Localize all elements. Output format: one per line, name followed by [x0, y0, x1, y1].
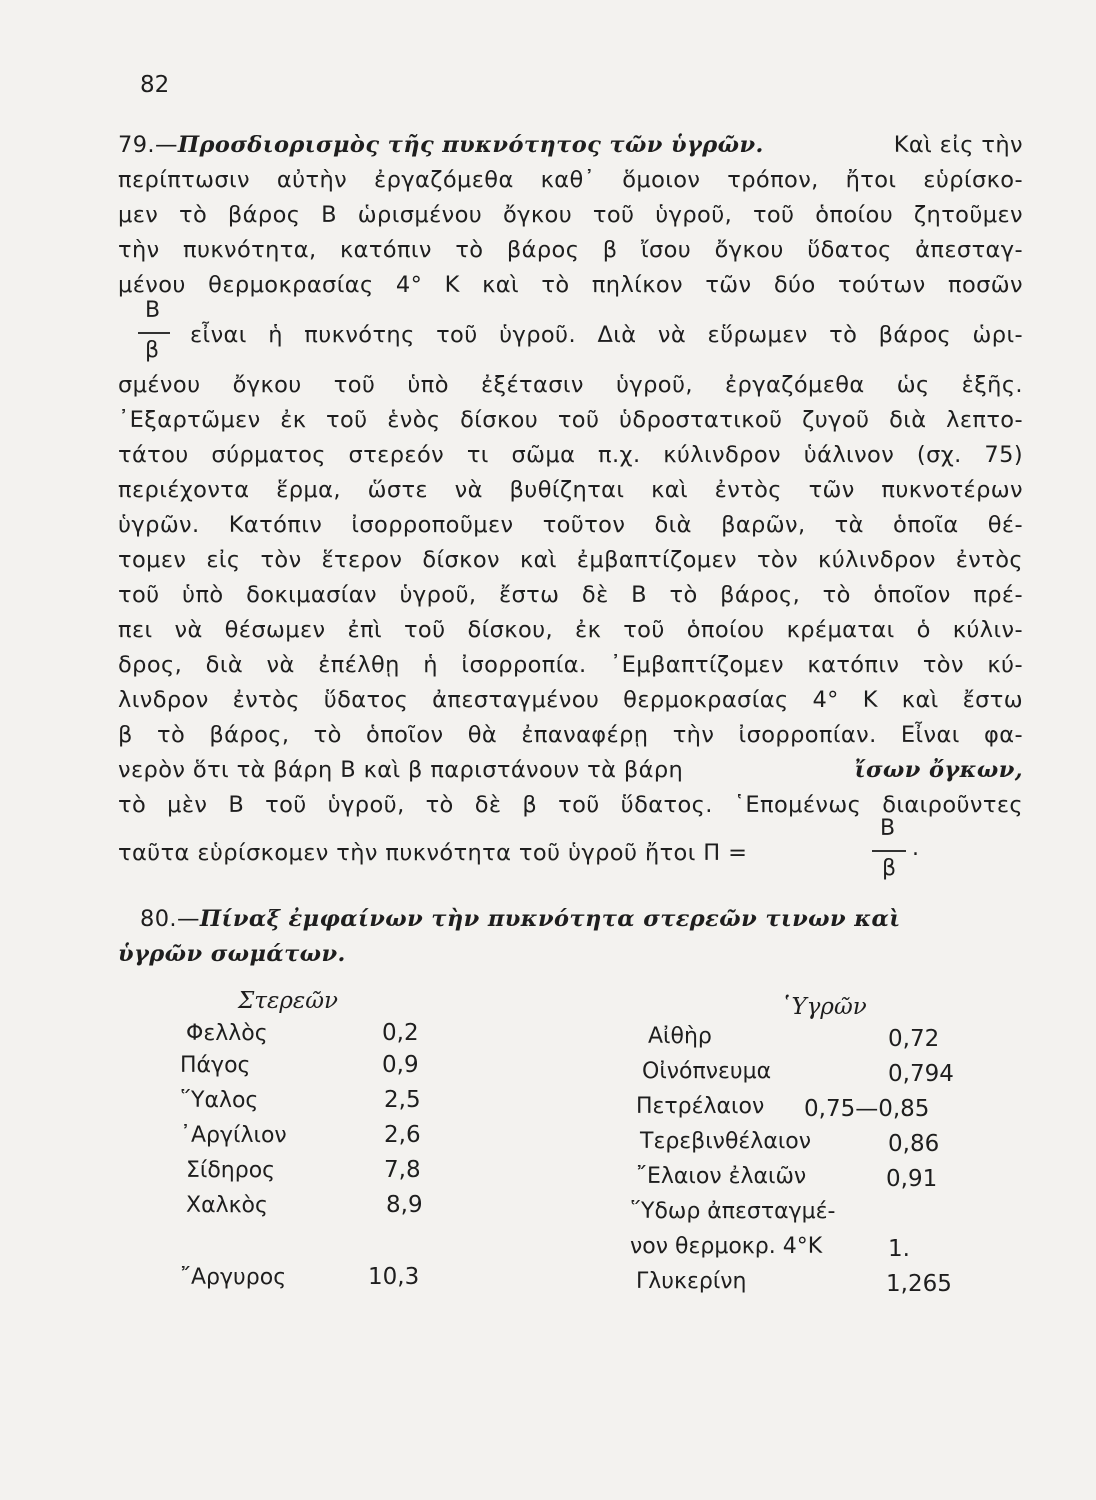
- liquid-value: 1.: [888, 1236, 910, 1262]
- solid-value: 7,8: [384, 1157, 421, 1183]
- liquid-value: 0,72: [888, 1026, 940, 1052]
- section-80-heading: Πίναξ ἐμφαίνων τὴν πυκνότητα στερεῶν τινων καὶ: [199, 906, 901, 932]
- liquid-name: Γλυκερίνη: [636, 1269, 747, 1294]
- text-span: νερὸν ὅτι τὰ βάρη Β καὶ β παριστάνουν τὰ βάρη: [118, 757, 684, 783]
- fraction-bar: [138, 332, 170, 334]
- section-79-heading-line: [118, 128, 1023, 162]
- formula-bar: [872, 850, 906, 852]
- fraction-denominator: β: [145, 338, 160, 363]
- liquid-value: 0,75—0,85: [804, 1096, 930, 1122]
- text-line: β τὸ βάρος, τὸ ὁποῖον θὰ ἐπαναφέρῃ τὴν ἰσορροπίαν. Εἶναι φα-: [118, 722, 1023, 748]
- final-formula-line: ταῦτα εὑρίσκομεν τὴν πυκνότητα τοῦ ὑγροῦ ἤτοι Π =: [118, 840, 748, 866]
- solid-value: 2,5: [384, 1087, 421, 1113]
- section-80-heading-line2: ὑγρῶν σωμάτων.: [118, 941, 346, 967]
- section-79-heading: Προσδιορισμὸς τῆς πυκνότητος τῶν ὑγρῶν.: [177, 132, 764, 158]
- text-line: μένου θερμοκρασίας 4° Κ καὶ τὸ πηλίκον τῶν δύο τούτων ποσῶν: [118, 272, 1023, 298]
- fraction-numerator: Β: [145, 298, 161, 323]
- text-line: ᾿Εξαρτῶμεν ἐκ τοῦ ἑνὸς δίσκου τοῦ ὑδροστατικοῦ ζυγοῦ διὰ λεπτο-: [118, 407, 1023, 433]
- solid-name: ῎Αργυρος: [180, 1265, 287, 1290]
- liquid-name: Οἰνόπνευμα: [642, 1059, 772, 1084]
- solids-column-header: Στερεῶν: [238, 988, 338, 1014]
- liquid-name: Πετρέλαιον: [636, 1094, 765, 1119]
- liquid-name: νον θερμοκρ. 4°Κ: [630, 1234, 823, 1259]
- emphasis-span: ἴσων ὄγκων,: [854, 757, 1023, 783]
- solid-name: Χαλκὸς: [186, 1193, 268, 1218]
- solid-name: Πάγος: [180, 1053, 251, 1078]
- solid-value: 0,2: [382, 1020, 419, 1046]
- liquid-name: ῎Ελαιον ἐλαιῶν: [636, 1164, 807, 1189]
- liquid-value: 1,265: [886, 1271, 952, 1297]
- solid-name: ᾿Αργίλιον: [180, 1123, 287, 1148]
- section-79-number: 79.—: [118, 132, 178, 158]
- liquids-column-header: ῾Υγρῶν: [780, 994, 867, 1020]
- text-line: περίπτωσιν αὐτὴν ἐργαζόμεθα καθ᾽ ὅμοιον τρόπον, ἤτοι εὑρίσκο-: [118, 167, 1023, 193]
- section-80-number: 80.—: [140, 906, 200, 932]
- text-line: εἶναι ἡ πυκνότης τοῦ ὑγροῦ. Διὰ νὰ εὕρωμεν τὸ βάρος ὡρι-: [190, 322, 1023, 348]
- text-line: ὑγρῶν. Κατόπιν ἰσορροποῦμεν τοῦτον διὰ βαρῶν, τὰ ὁποῖα θέ-: [118, 512, 1023, 538]
- solid-value: 2,6: [384, 1122, 421, 1148]
- formula-period: .: [912, 836, 919, 861]
- text-line: τάτου σύρματος στερεόν τι σῶμα π.χ. κύλινδρον ὑάλινον (σχ. 75): [118, 442, 1023, 468]
- text-line: λινδρον ἐντὸς ὕδατος ἀπεσταγμένου θερμοκρασίας 4° Κ καὶ ἔστω: [118, 687, 1023, 713]
- formula-denominator: β: [882, 856, 897, 881]
- solid-name: Σίδηρος: [186, 1158, 276, 1183]
- solid-value: 8,9: [386, 1192, 423, 1218]
- text-line: τὸ μὲν Β τοῦ ὑγροῦ, τὸ δὲ β τοῦ ὕδατος. ῾Επομένως διαιροῦντες: [118, 792, 1023, 818]
- text-line: δρος, διὰ νὰ ἐπέλθῃ ἡ ἰσορροπία. ᾿Εμβαπτίζομεν κατόπιν τὸν κύ-: [118, 652, 1023, 678]
- liquid-value: 0,91: [886, 1166, 938, 1192]
- liquid-name: ῞Υδωρ ἀπεσταγμέ-: [630, 1199, 836, 1224]
- text-line: τοῦ ὑπὸ δοκιμασίαν ὑγροῦ, ἔστω δὲ Β τὸ βάρος, τὸ ὁποῖον πρέ-: [118, 582, 1023, 608]
- text-line: περιέχοντα ἕρμα, ὥστε νὰ βυθίζηται καὶ ἐντὸς τῶν πυκνοτέρων: [118, 477, 1023, 503]
- text-line-with-emphasis: [118, 753, 1023, 787]
- text-line: τὴν πυκνότητα, κατόπιν τὸ βάρος β ἴσου ὄγκου ὕδατος ἀπεσταγ-: [118, 237, 1023, 263]
- liquid-name: Τερεβινθέλαιον: [640, 1129, 812, 1154]
- section-79-line1-tail: Καὶ εἰς τὴν: [893, 132, 1023, 158]
- text-line: πει νὰ θέσωμεν ἐπὶ τοῦ δίσκου, ἐκ τοῦ ὁποίου κρέμαται ὁ κύλιν-: [118, 617, 1023, 643]
- solid-name: ῞Υαλος: [180, 1088, 259, 1113]
- section-80-heading-line: [118, 902, 1023, 936]
- liquid-value: 0,86: [888, 1131, 940, 1157]
- text-line: τομεν εἰς τὸν ἕτερον δίσκον καὶ ἐμβαπτίζομεν τὸν κύλινδρον ἐντὸς: [118, 547, 1023, 573]
- text-line: σμένου ὄγκου τοῦ ὑπὸ ἐξέτασιν ὑγροῦ, ἐργαζόμεθα ὡς ἑξῆς.: [118, 372, 1023, 398]
- solid-value: 0,9: [382, 1052, 419, 1078]
- liquid-name: Αἰθὴρ: [648, 1024, 712, 1049]
- text-line: μεν τὸ βάρος Β ὡρισμένου ὄγκου τοῦ ὑγροῦ, τοῦ ὁποίου ζητοῦμεν: [118, 202, 1023, 228]
- solid-name: Φελλὸς: [186, 1021, 268, 1046]
- page-number: 82: [140, 72, 170, 98]
- formula-numerator: Β: [880, 816, 896, 841]
- solid-value: 10,3: [368, 1264, 420, 1290]
- liquid-value: 0,794: [888, 1061, 954, 1087]
